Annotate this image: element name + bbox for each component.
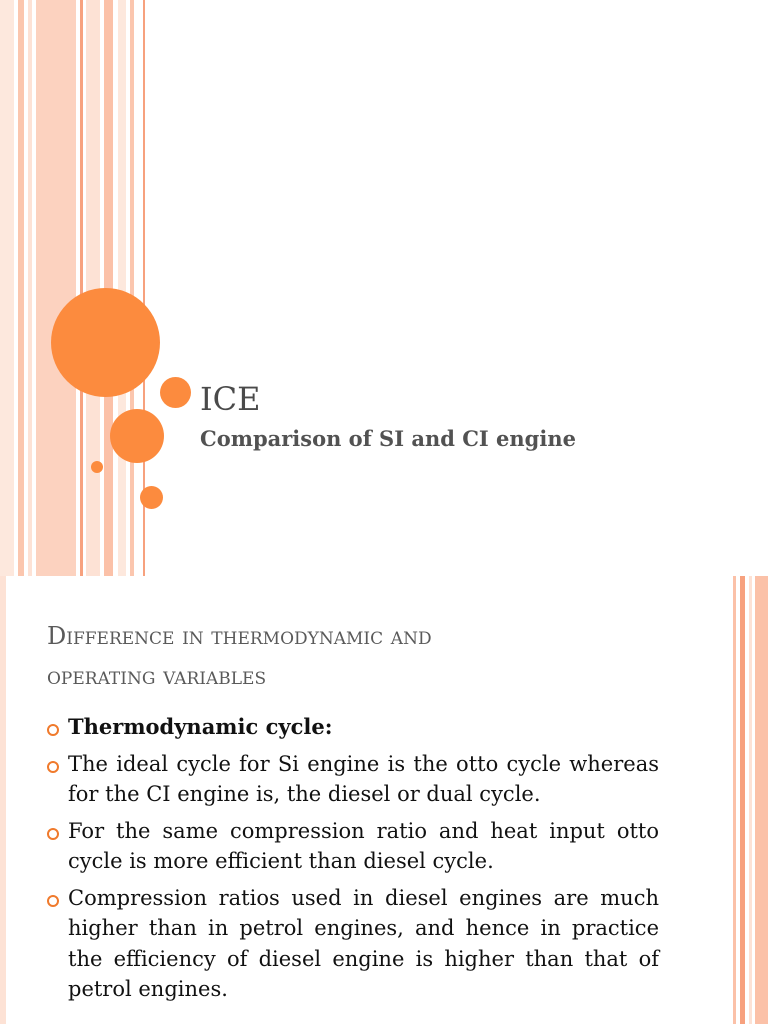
decorative-circle-small <box>160 377 191 408</box>
bullet-text: The ideal cycle for Si engine is the otto cycle whereas for the CI engine is, the diesel or dual cycle. <box>68 751 659 806</box>
decorative-stripe <box>36 0 76 576</box>
decorative-stripe <box>0 576 6 1024</box>
decorative-stripe <box>130 0 134 576</box>
slide-title <box>47 616 667 696</box>
decorative-circle-tiny <box>91 461 103 473</box>
bullet-item <box>47 816 659 877</box>
decorative-stripe <box>80 0 83 576</box>
bullet-text: For the same compression ratio and heat input otto cycle is more efficient than diesel cycle. <box>68 818 659 873</box>
slide-title-line: Difference in thermodynamic and <box>47 622 432 650</box>
bullet-item <box>47 712 659 743</box>
decorative-stripe <box>28 0 32 576</box>
decorative-circle-medium <box>110 409 164 463</box>
decorative-stripe <box>749 576 752 1024</box>
bullet-list <box>47 712 659 1011</box>
bullet-circle-icon <box>47 724 59 736</box>
slide-subtitle: Comparison of SI and CI engine <box>200 426 576 451</box>
bullet-text: Thermodynamic cycle: <box>68 714 333 739</box>
slide-title-line: operating variables <box>47 662 267 690</box>
decorative-stripe <box>18 0 24 576</box>
decorative-stripe <box>755 576 768 1024</box>
decorative-circle-large <box>51 288 160 397</box>
bullet-text: Compression ratios used in diesel engines are much higher than in petrol engines, and hence in practice the efficiency of diesel engine is higher than that of petrol engines. <box>68 885 659 1001</box>
bullet-item <box>47 883 659 1005</box>
bullet-circle-icon <box>47 895 59 907</box>
bullet-circle-icon <box>47 761 59 773</box>
bullet-item <box>47 749 659 810</box>
decorative-circle-small <box>140 486 163 509</box>
decorative-stripe <box>740 576 745 1024</box>
decorative-stripe <box>118 0 126 576</box>
decorative-stripe <box>733 576 736 1024</box>
slide-title: ICE <box>200 380 261 418</box>
bullet-circle-icon <box>47 828 59 840</box>
decorative-stripe <box>0 0 14 576</box>
